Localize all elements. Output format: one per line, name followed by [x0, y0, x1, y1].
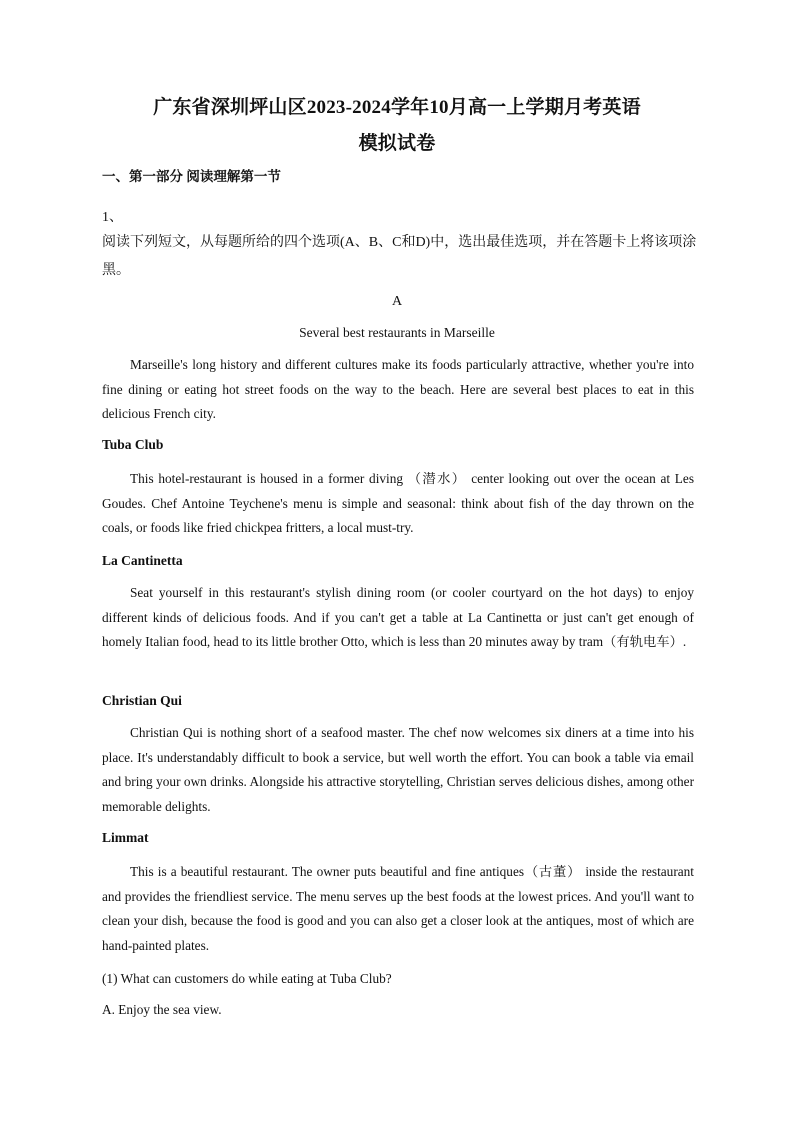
- section-text-limmat: This is a beautiful restaurant. The owner puts beautiful and fine antiques（古董） inside the restaurant and provides the friendliest service. The menu serves up the best foods at the lowest prices. And you'll want to clean your dish, because the food is good and you can also get a closer look at the antiques, most of which are hand-painted plates.: [102, 864, 694, 953]
- instruction-text: 阅读下列短文，从每题所给的四个选项(A、B、C和D)中，选出最佳选项，并在答题卡上将该项涂黑。: [102, 235, 697, 278]
- section-text-la-cantinetta: Seat yourself in this restaurant's stylish dining room (or cooler courtyard on the hot days) to enjoy different kinds of delicious foods. And if you can't get a table at La Cantinetta or just can't get enough of homely Italian food, head to its little brother Otto, which is less than 20 minutes away by tram（有轨电车）.: [102, 585, 694, 649]
- section-heading-christian-qui: Christian Qui: [102, 693, 182, 708]
- passage-label: A: [391, 294, 403, 309]
- document-title-line-1: 广东省深圳坪山区2023-2024学年10月高一上学期月考英语: [153, 97, 641, 118]
- section-text-christian-qui: Christian Qui is nothing short of a seafood master. The chef now welcomes six diners at a time into his place. It's understandably difficult to book a service, but well worth the effort. You can book a table via email and bring your own drinks. Alongside his attractive storytelling, Christian serves delicious dishes, among other memorable delights.: [102, 725, 694, 814]
- section-heading-tuba-club: Tuba Club: [102, 437, 164, 452]
- section-text-tuba-club: This hotel-restaurant is housed in a former diving （潜水） center looking out over the ocean at Les Goudes. Chef Antoine Teychene's menu is simple and seasonal: think about fish of the day thrown on the coals, or foods like fried chickpea fritters, a local must-try.: [102, 471, 694, 535]
- option-a: A. Enjoy the sea view.: [102, 1002, 222, 1017]
- question-number: 1、: [102, 210, 123, 225]
- section-heading-limmat: Limmat: [102, 830, 149, 845]
- question-text: (1) What can customers do while eating at Tuba Club?: [102, 971, 392, 986]
- section-heading: 一、第一部分 阅读理解第一节: [102, 169, 281, 184]
- passage-title: Several best restaurants in Marseille: [299, 325, 495, 340]
- intro-paragraph: Marseille's long history and different cultures make its foods particularly attractive, whether you're into fine dining or eating hot street foods on the way to the beach. Here are several best places to eat in this delicious French city.: [102, 357, 694, 421]
- document-title-line-2: 模拟试卷: [358, 133, 436, 154]
- section-heading-la-cantinetta: La Cantinetta: [102, 553, 183, 568]
